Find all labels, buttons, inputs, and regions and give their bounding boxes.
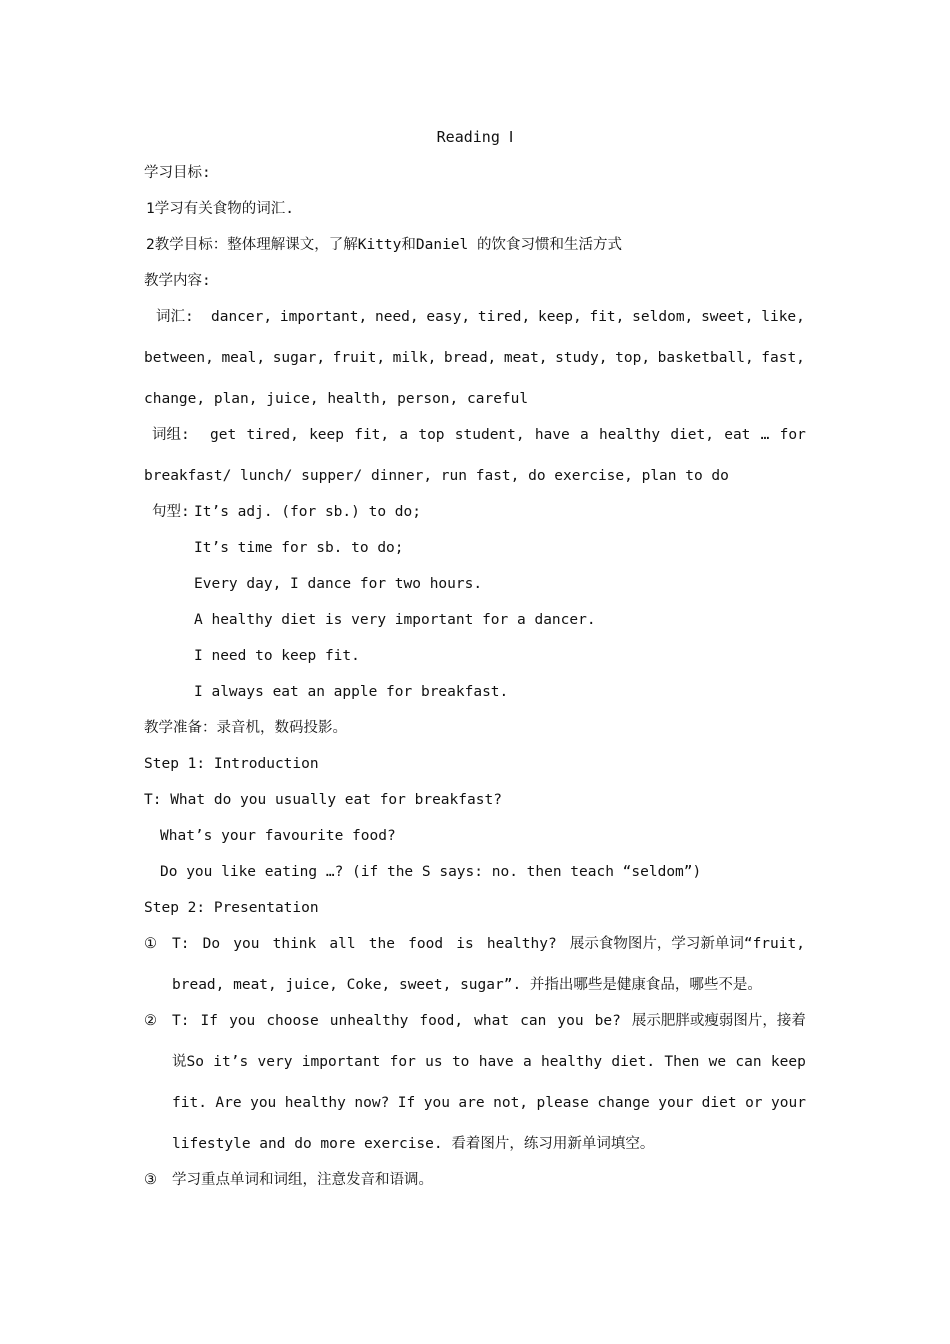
word: food, [419,1013,464,1029]
word: get [210,427,237,443]
word: keep [309,427,344,443]
word: it’s [213,1054,249,1070]
phrase-line-2: breakfast/ lunch/ supper/ dinner, run fast, do exercise, plan to do [144,468,729,484]
word: like, [761,309,805,325]
word: meal, [221,350,266,366]
circled-number-3: ③ [144,1172,157,1188]
step2-item1-line2: bread, meat, juice, Coke, sweet, sugar”. 并指出哪些是健康食品，哪些不是。 [172,977,762,993]
word: you [233,936,260,952]
word: sweet, [701,309,754,325]
word: have [534,427,570,443]
vocab-line-3: change, plan, juice, health, person, careful [144,391,529,407]
word: fit, [354,427,390,443]
step1-line: Do you like eating …? (if the S says: no. then teach “seldom”) [160,864,702,880]
vocab-label: 词汇: [156,309,194,325]
word: are [458,1095,485,1111]
word: a [522,1054,532,1070]
word: Are [215,1095,242,1111]
word: healthy [541,1054,603,1070]
word: can [735,1054,762,1070]
word: what [474,1013,510,1029]
word: important [301,1054,381,1070]
word: seldom, [632,309,694,325]
word: can [520,1013,547,1029]
pattern-item: I need to keep fit. [194,648,360,664]
word: milk, [392,350,437,366]
word: is [456,936,474,952]
word: diet. [611,1054,656,1070]
word: not, [493,1095,529,1111]
word: we [708,1054,727,1070]
word: … [760,427,770,443]
word: sugar, [272,350,326,366]
word: top [418,427,445,443]
word: very [257,1054,293,1070]
step1-line: What’s your favourite food? [160,828,396,844]
word: diet [701,1095,737,1111]
word: now? [354,1095,390,1111]
word: fruit, [332,350,386,366]
pattern-label: 句型: [152,504,190,520]
content-heading: 教学内容: [144,273,211,289]
vocab-line-1 [211,308,805,326]
word: fit. [172,1095,207,1111]
word: between, [144,350,214,366]
word: student, [454,427,525,443]
word: unhealthy [329,1013,409,1029]
word: easy, [426,309,471,325]
word: be? [594,1013,621,1029]
pattern-item: A healthy diet is very important for a dancer. [194,612,596,628]
word: you [557,1013,584,1029]
word: 展示肥胖或瘦弱图片，接着 [631,1013,806,1029]
pattern-item: Every day, I dance for two hours. [194,576,483,592]
word: need, [374,309,419,325]
word: If [200,1013,218,1029]
step2-item2-line2 [172,1053,806,1071]
circled-number-1: ① [144,936,157,952]
objectives-heading: 学习目标: [144,165,211,181]
word: to [451,1054,470,1070]
word: us [425,1054,443,1070]
word: fast, [761,350,805,366]
word: a [580,427,589,443]
step1-heading: Step 1: Introduction [144,756,319,772]
word: top, [615,350,651,366]
pattern-item: It’s adj. (for sb.) to do; [194,504,421,520]
word: meat, [503,350,548,366]
word: food [408,936,444,952]
word: dancer, [211,309,273,325]
word: you [423,1095,450,1111]
word: basketball, [657,350,754,366]
word: the [368,936,395,952]
step2-heading: Step 2: Presentation [144,900,319,916]
phrase-line-1 [210,426,806,444]
word: you [250,1095,277,1111]
word: have [478,1054,514,1070]
word: change [597,1095,650,1111]
word: keep, [538,309,582,325]
word: bread, [443,350,497,366]
word: important, [279,309,368,325]
phrase-label: 词组: [152,427,190,443]
step2-item3-text: 学习重点单词和词组，注意发音和语调。 [172,1172,433,1188]
word: diet, [670,427,714,443]
word: Then [664,1054,700,1070]
word: choose [266,1013,319,1029]
pattern-item: It’s time for sb. to do; [194,540,404,556]
word: think [272,936,317,952]
word: tired, [477,309,531,325]
word: keep [770,1054,806,1070]
word: 说So [172,1054,204,1070]
word: a [399,427,409,443]
step2-item2-line1 [172,1012,806,1030]
objective-item-1: 1学习有关食物的词汇. [146,201,294,217]
word: or [745,1095,763,1111]
vocab-line-2 [144,349,805,367]
word: for [389,1054,416,1070]
step1-line: T: What do you usually eat for breakfast? [144,792,502,808]
word: If [397,1095,416,1111]
word: 展示食物图片，学习新单词“fruit, [569,936,805,952]
word: T: [172,1013,190,1029]
objective-item-2: 2教学目标：整体理解课文，了解Kitty和Daniel 的饮食习惯和生活方式 [146,237,622,253]
step2-item1-line1 [172,935,805,953]
word: fit, [589,309,625,325]
word: please [536,1095,589,1111]
word: tired, [246,427,299,443]
preparation-text: 教学准备：录音机，数码投影。 [144,720,347,736]
word: you [229,1013,256,1029]
word: healthy [284,1095,346,1111]
word: healthy [598,427,661,443]
word: eat [724,427,751,443]
page-title: Reading Ⅰ [436,128,514,146]
word: your [658,1095,694,1111]
word: your [771,1095,806,1111]
word: all [329,936,356,952]
step2-item2-line3 [172,1094,806,1112]
word: Do [202,936,221,952]
step2-item2-line4: lifestyle and do more exercise. 看着图片，练习用新单词填空。 [172,1136,655,1152]
word: for [779,427,806,443]
pattern-item: I always eat an apple for breakfast. [194,684,509,700]
word: healthy? [486,936,557,952]
word: T: [172,936,190,952]
word: study, [555,350,608,366]
circled-number-2: ② [144,1013,157,1029]
